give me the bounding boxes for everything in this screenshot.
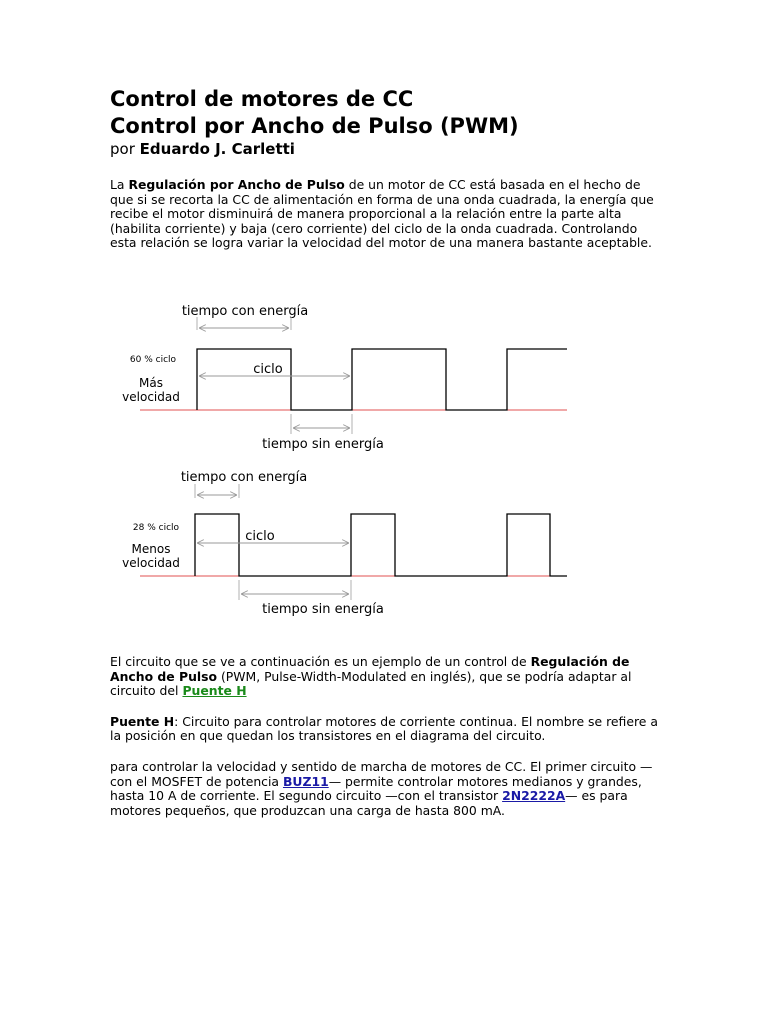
intro-bold-term: Regulación por Ancho de Pulso bbox=[128, 177, 345, 192]
d1-waveform bbox=[197, 349, 567, 410]
control-paragraph bbox=[110, 760, 665, 818]
pwm-diagram-60 bbox=[122, 304, 567, 452]
d2-top-label: tiempo con energía bbox=[180, 470, 308, 485]
byline bbox=[110, 140, 670, 159]
d1-bottom-label: tiempo sin energía bbox=[262, 437, 384, 452]
puente-h-text: : Circuito para controlar motores de corriente continua. El nombre se refiere a la posición en que quedan los transistores en el diagrama del circuito. bbox=[110, 713, 658, 744]
d2-duty-label: 28 % ciclo bbox=[132, 523, 180, 533]
d2-waveform bbox=[195, 514, 567, 576]
author-name: Eduardo J. Carletti bbox=[139, 140, 295, 158]
title-line-1: Control de motores de CC bbox=[110, 87, 414, 111]
puente-h-term: Puente H bbox=[110, 713, 175, 729]
d1-duty-label: 60 % ciclo bbox=[129, 355, 177, 365]
pwm-diagram-28 bbox=[122, 470, 567, 617]
d2-bottom-label: tiempo sin energía bbox=[262, 602, 384, 617]
intro-text: de un motor de CC está basada en el hecho de que si se recorta la CC de alimentación en forma de una onda cuadrada, la energía que recibe el motor disminuirá de manera proporcional a la relación entre la parte alta (habilita corriente) y baja (cero corriente) del ciclo de la onda cuadrada. Controlando esta relación se logra variar la velocidad del motor de una manera bastante aceptable. bbox=[110, 177, 654, 251]
d2-speed-line1: Menos bbox=[131, 542, 171, 556]
document-page bbox=[110, 86, 670, 251]
d2-cycle-label: ciclo bbox=[245, 529, 275, 544]
page-title bbox=[110, 86, 670, 140]
buz11-link[interactable]: BUZ11 bbox=[282, 773, 329, 789]
puente-h-link[interactable]: Puente H bbox=[182, 683, 247, 699]
circuit-paragraph bbox=[110, 655, 665, 699]
intro-prefix: La bbox=[110, 177, 125, 192]
d2-speed-line2: velocidad bbox=[122, 556, 180, 570]
body-text bbox=[110, 655, 665, 818]
d1-speed-line1: Más bbox=[139, 376, 163, 390]
puente-h-paragraph bbox=[110, 715, 665, 744]
d1-top-label: tiempo con energía bbox=[181, 304, 309, 319]
2n2222a-link[interactable]: 2N2222A bbox=[502, 788, 566, 804]
intro-paragraph bbox=[110, 178, 665, 251]
byline-prefix: por bbox=[110, 140, 135, 158]
circuit-bold-term: Regulación de Ancho de Pulso bbox=[110, 654, 630, 684]
d1-cycle-label: ciclo bbox=[253, 362, 283, 377]
control-text-1: para controlar la velocidad y sentido de marcha de motores de CC. El primer circuito —con el MOSFET de potencia bbox=[110, 758, 653, 789]
control-text-2: — permite controlar motores medianos y grandes, hasta 10 A de corriente. El segundo circuito —con el transistor bbox=[110, 773, 642, 804]
circuit-text-1: El circuito que se ve a continuación es un ejemplo de un control de bbox=[110, 654, 531, 669]
control-text-3: — es para motores pequeños, que produzcan una carga de hasta 800 mA. bbox=[110, 788, 628, 818]
circuit-text-2: (PWM, Pulse-Width-Modulated en inglés), que se podría adaptar al circuito del bbox=[110, 668, 632, 699]
title-line-2: Control por Ancho de Pulso (PWM) bbox=[110, 114, 519, 138]
d1-speed-line2: velocidad bbox=[122, 390, 180, 404]
